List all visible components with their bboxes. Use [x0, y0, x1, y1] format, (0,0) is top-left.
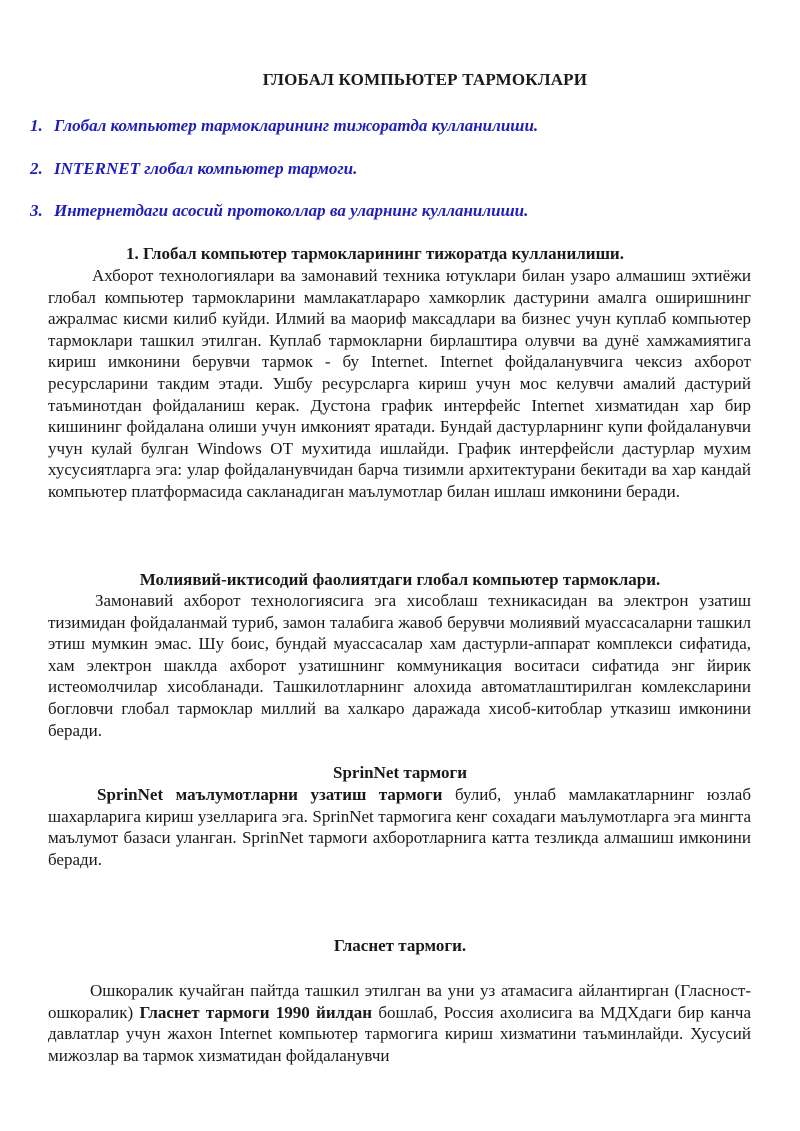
section4-text-end: бошлаб, Россия ахолисига ва МДХдаги бир канча давлатлар учун жахон Internet компьютер тармогига кириш хизматини таъминлайди. Хусусий мижозлар ва тармок хизматидан фойдаланувчи — [48, 1002, 752, 1065]
section4-heading: Гласнет тармоги. — [333, 936, 467, 955]
section4-paragraph — [48, 980, 751, 1066]
section3-heading: SprinNet тармоги — [333, 763, 467, 782]
toc-number: 1. — [30, 116, 43, 135]
document-title: ГЛОБАЛ КОМПЬЮТЕР ТАРМОКЛАРИ — [262, 70, 588, 89]
toc-item-2 — [30, 159, 357, 179]
section1-heading: 1. Глобал компьютер тармокларининг тижоратда кулланилиши. — [126, 244, 624, 263]
section4-bold-mid: Гласнет тармоги 1990 йилдан — [139, 1002, 373, 1022]
section3-lead-bold: SprinNet маълумотларни узатиш тармоги — [97, 785, 443, 804]
section2-text: Замонавий ахборот технологиясига эга хисоблаш техникасидан ва электрон узатиш тизимидан фойдаланмай туриб, замон талабига жавоб берувчи молиявий муассасаларни ташкил этиш мумкин эмас. Шу боис, бундай муассасалар хам дастурли-аппарат комплекси сифатида, хам электрон шаклда ахборот узатишнинг коммуникация воситаси сифатида энг йирик истеомолчилар хисобланади. Ташкилотларнинг алохида автоматлаштирилган комлексларини богловчи глобал тармоклар миллий ва халкаро даражада хисоб-китоблар утказиш имконини беради. — [48, 591, 751, 740]
toc-number: 2. — [30, 159, 43, 178]
section3-paragraph — [48, 784, 751, 870]
section2-heading: Молиявий-иктисодий фаолиятдаги глобал компьютер тармоклари. — [139, 570, 661, 589]
toc-item-3 — [30, 201, 528, 221]
toc-number: 3. — [30, 201, 43, 220]
section2-paragraph — [48, 590, 751, 741]
toc-text: Интернетдаги асосий протоколлар ва уларнинг кулланилиши. — [54, 201, 529, 220]
section1-paragraph — [48, 265, 751, 503]
section4-text-start: Ошкоралик кучайган пайтда ташкил этилган ва уни уз атамасига айлантирган (Гласност-ошкоралик) — [48, 981, 751, 1022]
toc-text: INTERNET глобал компьютер тармоги. — [54, 159, 358, 178]
toc-item-1 — [30, 116, 538, 136]
section1-text: Ахборот технологиялари ва замонавий техника ютуклари билан узаро алмашиш эхтиёжи глобал компьютер тармокларини мамлакатлараро хамкорлик дастурини амалга оширишнинг ажралмас кисми килиб куйди. Илмий ва маориф максадлари ва бизнес учун куплаб компьютер тармоклари ташкил этилган. Куплаб тармокларни бирлаштира олувчи ва дунё хамжамиятига кириш имконини берувчи тармок - бу Internet. Internet фойдаланувчига чексиз ахборот ресурсларини такдим этади. Ушбу ресурсларга кириш учун мос келувчи амалий дастурий таъминотдан фойдаланиш керак. Дустона график интерфейс Internet хизматидан хар бир кишининг фойдалана олиши учун имконият яратади. Бундай дастурларнинг купи фойдаланувчи учун кулай булган Windows ОТ мухитида ишлайди. График интерфейсли дастурлар мухим хусусиятларга эга: улар фойдаланувчидан барча тизимли архитектурани бекитади ва хар кандай компьютер платформасида сакланадиган маълумотлар билан ишлаш имконини беради. — [48, 266, 751, 501]
toc-text: Глобал компьютер тармокларининг тижоратда кулланилиши. — [54, 116, 539, 135]
section3-text: булиб, унлаб мамлакатларнинг юзлаб шахарларига кириш узелларига эга. SprinNet тармогига кенг сохадаги маълумотларга эга мингта маълумот базаси уланган. SprinNet тармоги ахборотларнига катта тезликда алмашиш имконини беради. — [48, 785, 751, 869]
